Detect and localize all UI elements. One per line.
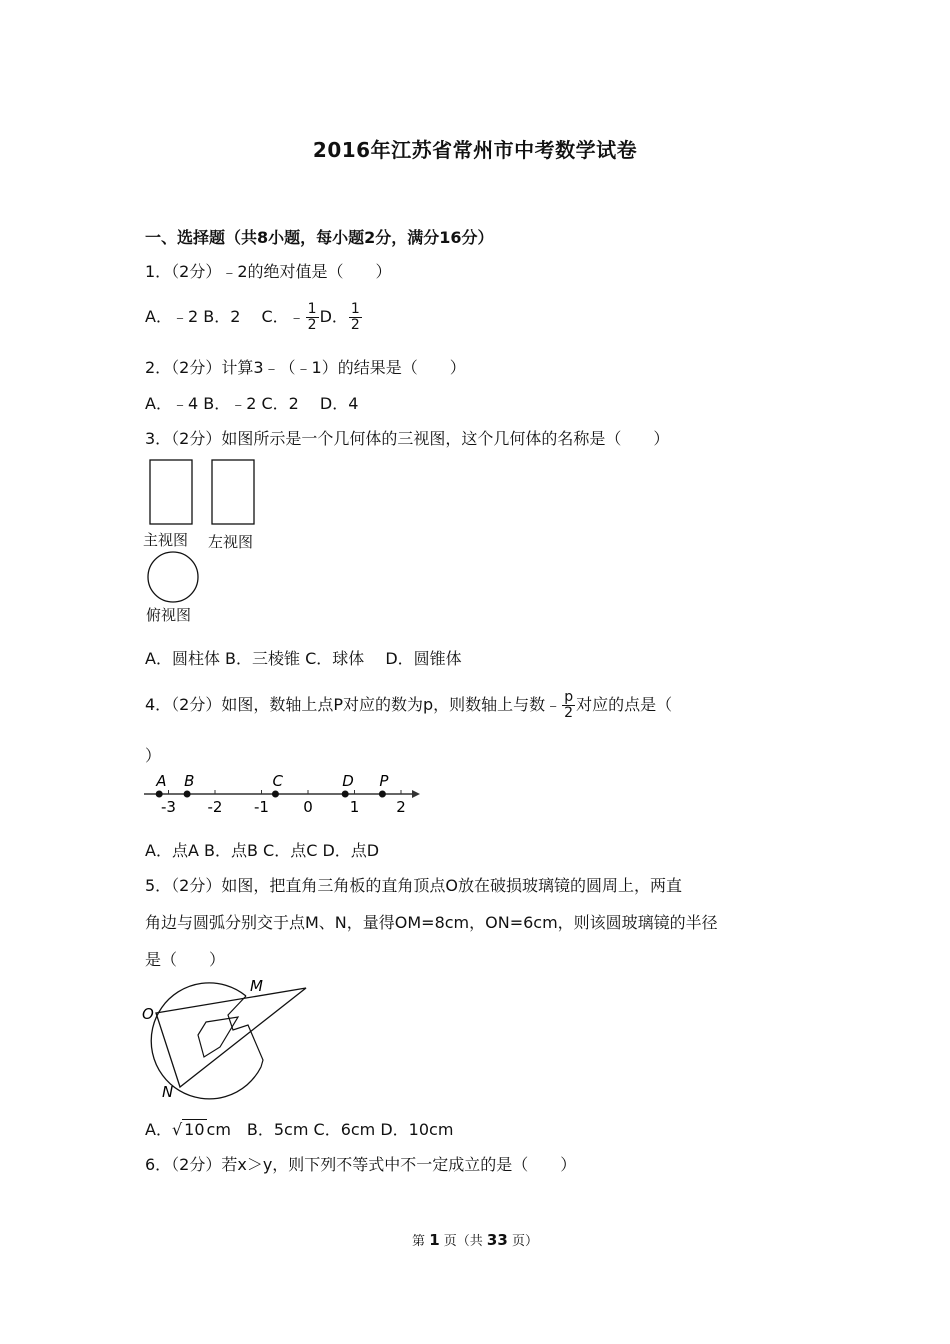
question-5-line-2: 角边与圆弧分别交于点M、N，量得OM=8cm，ON=6cm，则该圆玻璃镜的半径 bbox=[145, 913, 718, 932]
point-O-label: O bbox=[142, 1005, 154, 1023]
page-title: 2016年江苏省常州市中考数学试卷 bbox=[312, 138, 638, 162]
question-1-stem: 1．（2分）﹣2的绝对值是（ ） bbox=[145, 262, 392, 281]
axis-tick-label: -1 bbox=[254, 798, 269, 816]
q1-option-d-label: D． bbox=[319, 307, 348, 326]
question-6-stem: 6．（2分）若x＞y，则下列不等式中不一定成立的是（ ） bbox=[145, 1155, 577, 1174]
question-4-stem-continued: ） bbox=[145, 746, 162, 765]
number-line-point bbox=[379, 791, 386, 798]
front-view-rectangle bbox=[150, 460, 192, 524]
axis-tick-label: 0 bbox=[303, 798, 313, 816]
footer-suffix: 页） bbox=[511, 1234, 538, 1249]
q4-fraction bbox=[562, 690, 575, 721]
question-1-options bbox=[145, 302, 363, 333]
question-4-stem bbox=[145, 690, 672, 721]
axis-tick-label: -2 bbox=[207, 798, 223, 816]
axis-arrow-icon bbox=[412, 790, 420, 798]
q5-option-a-label: A． bbox=[145, 1120, 172, 1139]
footer-total-pages: 33 bbox=[486, 1231, 508, 1249]
axis-tick-label: 1 bbox=[349, 798, 360, 816]
axis-tick-label: 2 bbox=[396, 798, 406, 816]
question-3-options: A．圆柱体 B．三棱锥 C．球体 D．圆锥体 bbox=[145, 649, 462, 668]
q4-stem-part1: 4．（2分）如图，数轴上点P对应的数为p，则数轴上与数﹣ bbox=[145, 695, 562, 714]
q4-stem-part2: 对应的点是（ bbox=[576, 695, 673, 714]
fraction-numerator: 1 bbox=[307, 301, 317, 317]
number-line-point-label: B bbox=[184, 772, 195, 790]
circle-arc bbox=[151, 983, 261, 1099]
fraction-denominator: 2 bbox=[307, 317, 317, 333]
broken-edge bbox=[228, 996, 263, 1067]
question-2-options: A．﹣4 B．﹣2 C．2 D．4 bbox=[145, 394, 359, 413]
number-line-point bbox=[342, 791, 349, 798]
number-line-point-label: A bbox=[156, 772, 167, 790]
number-line-point bbox=[272, 791, 279, 798]
set-square-outer bbox=[156, 988, 306, 1087]
top-view-label: 俯视图 bbox=[146, 606, 192, 624]
number-line-point-label: D bbox=[342, 772, 354, 790]
fraction-denominator: 2 bbox=[564, 705, 574, 721]
q1-fraction-d bbox=[349, 302, 362, 333]
top-view-circle bbox=[148, 552, 198, 602]
q1-option-c-sign: ﹣ bbox=[288, 307, 305, 326]
front-view-label: 主视图 bbox=[143, 531, 189, 549]
number-line-point bbox=[184, 791, 191, 798]
axis-tick-label: -3 bbox=[161, 798, 176, 816]
q1-fraction-c bbox=[306, 302, 319, 333]
question-5-line-1: 5．（2分）如图，把直角三角板的直角顶点O放在破损玻璃镜的圆周上，两直 bbox=[145, 876, 682, 895]
footer-prefix: 第 bbox=[412, 1234, 426, 1249]
footer-page-number: 1 bbox=[429, 1231, 440, 1249]
footer-middle: 页（共 bbox=[443, 1234, 483, 1249]
fraction-denominator: 2 bbox=[350, 317, 360, 333]
set-square-inner bbox=[198, 1017, 238, 1057]
question-3-stem: 3．（2分）如图所示是一个几何体的三视图，这个几何体的名称是（ ） bbox=[145, 429, 670, 448]
q5-options-rest: cm B．5cm C．6cm D．10cm bbox=[206, 1120, 454, 1139]
number-line-figure bbox=[140, 770, 430, 820]
point-M-label: M bbox=[250, 977, 263, 995]
point-N-label: N bbox=[162, 1083, 174, 1101]
fraction-numerator: 1 bbox=[350, 301, 360, 317]
section-heading: 一、选择题（共8小题，每小题2分，满分16分） bbox=[145, 228, 494, 247]
question-5-options bbox=[145, 1117, 453, 1140]
q5-sqrt-expression: √ 10 bbox=[171, 1120, 205, 1139]
left-view-label: 左视图 bbox=[208, 533, 254, 551]
page-footer bbox=[0, 1230, 950, 1249]
number-line-point-label: C bbox=[272, 772, 283, 790]
sqrt-radicand: 10 bbox=[184, 1120, 205, 1139]
question-2-stem: 2．（2分）计算3﹣（﹣1）的结果是（ ） bbox=[145, 358, 466, 377]
fraction-numerator: p bbox=[564, 689, 574, 705]
broken-mirror-figure bbox=[138, 975, 318, 1105]
number-line-point-label: P bbox=[379, 772, 389, 790]
left-view-rectangle bbox=[212, 460, 254, 524]
q1-options-ab: A．﹣2 B．2 C． bbox=[145, 307, 289, 326]
question-4-options: A．点A B．点B C．点C D．点D bbox=[145, 841, 380, 860]
question-5-line-3: 是（ ） bbox=[145, 950, 226, 969]
number-line-point bbox=[156, 791, 163, 798]
